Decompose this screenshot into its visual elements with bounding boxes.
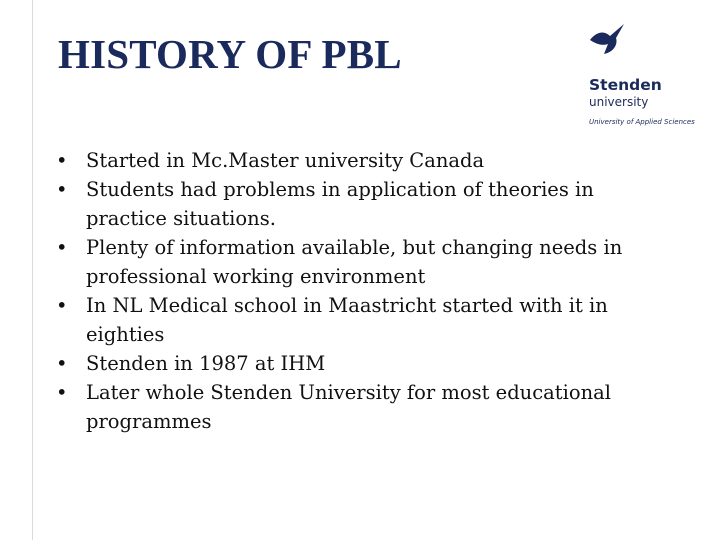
bullet-marker: • [56, 149, 68, 172]
bullet-item [56, 146, 656, 175]
bullet-marker: • [56, 352, 68, 375]
bullet-text: In NL Medical school in Maastricht started with it in eighties [86, 294, 608, 346]
bullet-item [56, 291, 656, 349]
logo-subtitle: university [589, 95, 649, 109]
bullet-item [56, 378, 656, 436]
bullet-item [56, 233, 656, 291]
logo-name: Stenden [589, 76, 662, 94]
bullet-marker: • [56, 381, 68, 404]
stenden-logo [586, 22, 711, 126]
bullet-item [56, 175, 656, 233]
bullet-marker: • [56, 236, 68, 259]
bullet-text: Plenty of information available, but changing needs in professional working environment [86, 236, 623, 288]
bullet-text: Started in Mc.Master university Canada [86, 149, 485, 172]
swallow-bird-icon [586, 22, 626, 56]
bullet-text: Later whole Stenden University for most educational programmes [86, 381, 612, 433]
left-margin-rule [32, 0, 33, 540]
bullet-marker: • [56, 294, 68, 317]
logo-tagline: University of Applied Sciences [589, 118, 695, 126]
bullet-item [56, 349, 656, 378]
bullet-marker: • [56, 178, 68, 201]
bullet-text: Stenden in 1987 at IHM [86, 352, 326, 375]
bullet-list [56, 146, 656, 436]
slide-title: HISTORY OF PBL [58, 31, 402, 77]
bullet-text: Students had problems in application of theories in practice situations. [86, 178, 594, 230]
